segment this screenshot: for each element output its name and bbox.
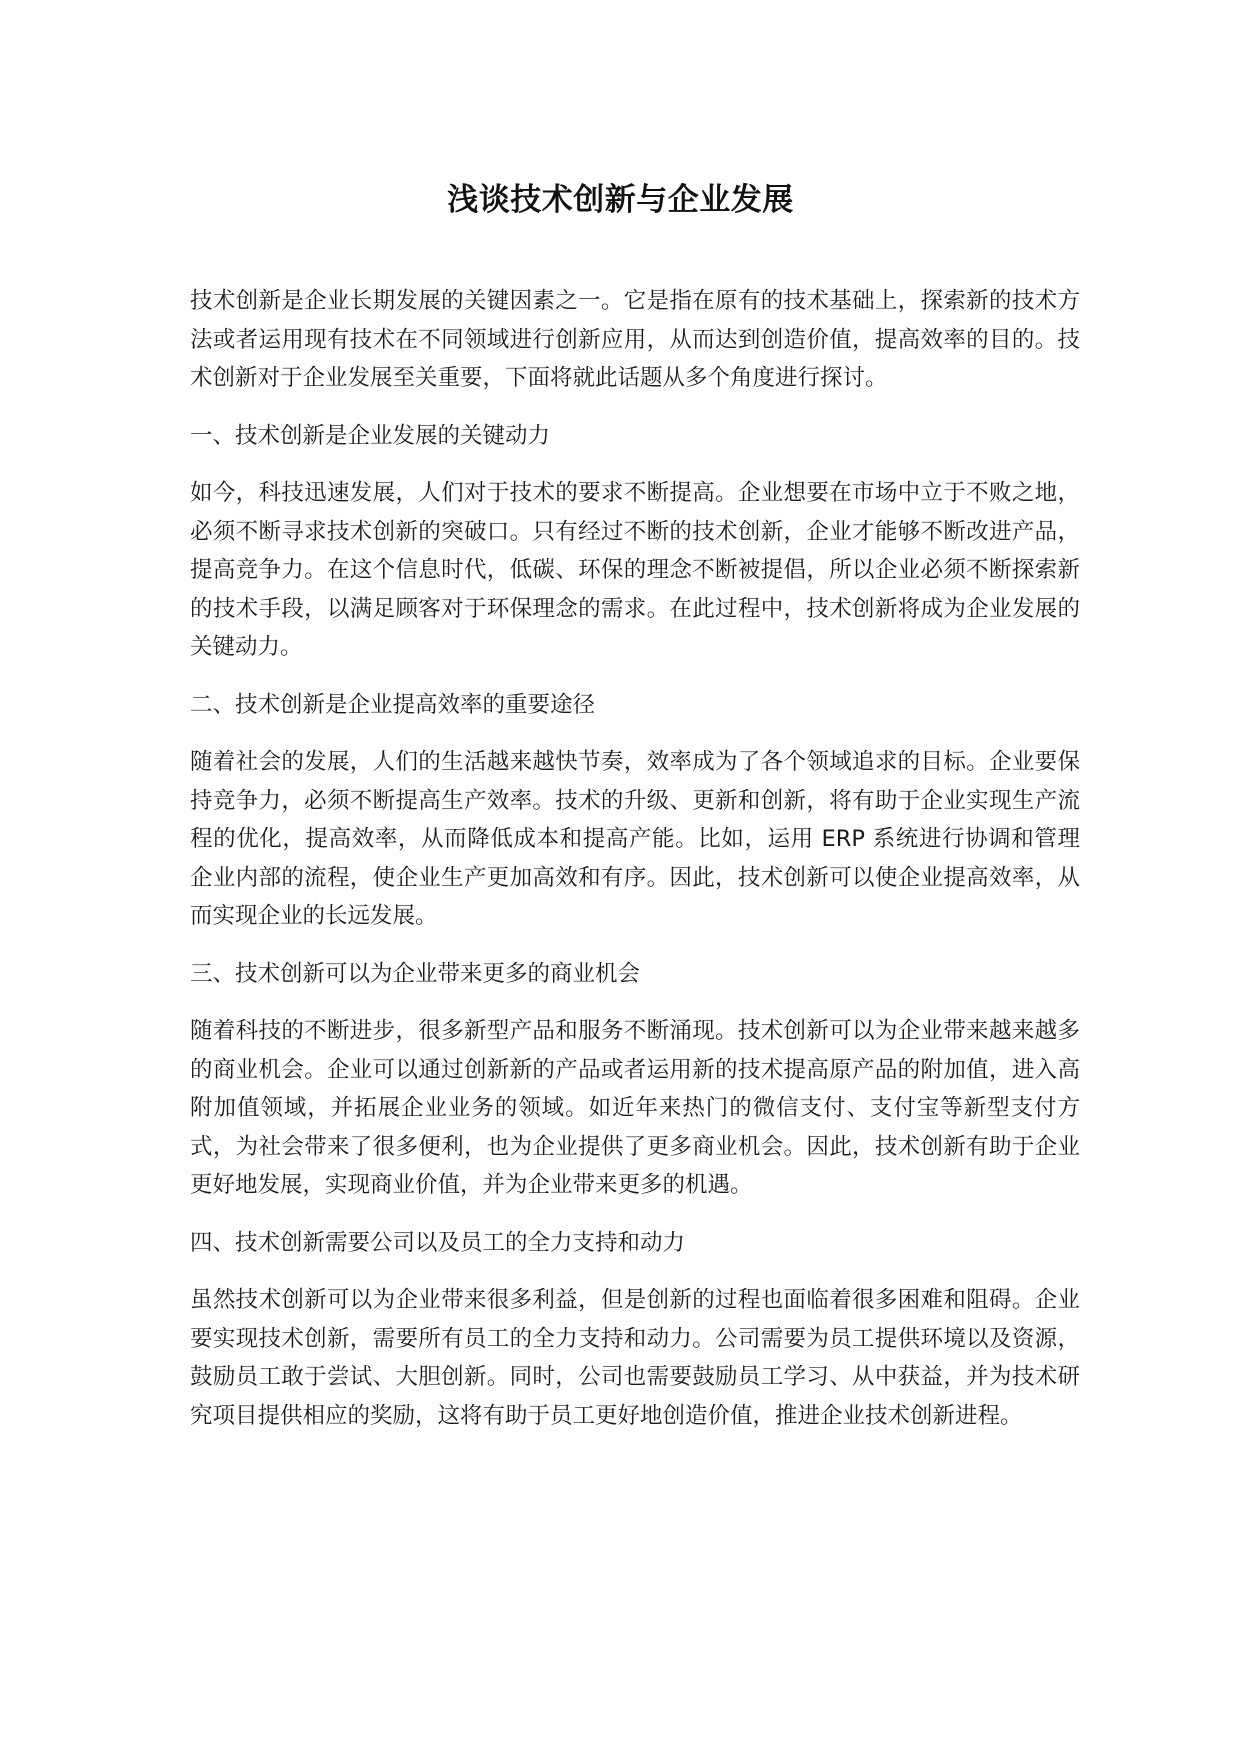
section-heading-3: 三、技术创新可以为企业带来更多的商业机会 <box>190 960 641 987</box>
document-title: 浅谈技术创新与企业发展 <box>447 182 794 218</box>
intro-paragraph: 技术创新是企业长期发展的关键因素之一。它是指在原有的技术基础上，探索新的技术方法或者运用现有技术在不同领域进行创新应用，从而达到创造价值，提高效率的目的。技术创新对于企业发展至关重要，下面将就此话题从多个角度进行探讨。 <box>190 288 1080 391</box>
section-body-2: 随着社会的发展，人们的生活越来越快节奏，效率成为了各个领域追求的目标。企业要保持竞争力，必须不断提高生产效率。技术的升级、更新和创新，将有助于企业实现生产流程的优化，提高效率，从而降低成本和提高产能。比如，运用 ERP 系统进行协调和管理企业内部的流程，使企业生产更加高效和有序。因此，技术创新可以使企业提高效率，从而实现企业的长远发展。 <box>190 749 1080 929</box>
document-body <box>190 282 1080 1454</box>
section-body-1: 如今，科技迅速发展，人们对于技术的要求不断提高。企业想要在市场中立于不败之地，必须不断寻求技术创新的突破口。只有经过不断的技术创新，企业才能够不断改进产品，提高竞争力。在这个信息时代，低碳、环保的理念不断被提倡，所以企业必须不断探索新的技术手段，以满足顾客对于环保理念的需求。在此过程中，技术创新将成为企业发展的关键动力。 <box>190 480 1080 660</box>
section-body-4: 虽然技术创新可以为企业带来很多利益，但是创新的过程也面临着很多困难和阻碍。企业要实现技术创新，需要所有员工的全力支持和动力。公司需要为员工提供环境以及资源，鼓励员工敢于尝试、大胆创新。同时，公司也需要鼓励员工学习、从中获益，并为技术研究项目提供相应的奖励，这将有助于员工更好地创造价值，推进企业技术创新进程。 <box>190 1287 1080 1429</box>
section-heading-1: 一、技术创新是企业发展的关键动力 <box>190 422 551 449</box>
section-heading-4: 四、技术创新需要公司以及员工的全力支持和动力 <box>190 1229 686 1256</box>
section-heading-2: 二、技术创新是企业提高效率的重要途径 <box>190 691 596 718</box>
section-body-3: 随着科技的不断进步，很多新型产品和服务不断涌现。技术创新可以为企业带来越来越多的商业机会。企业可以通过创新新的产品或者运用新的技术提高原产品的附加值，进入高附加值领域，并拓展企业业务的领域。如近年来热门的微信支付、支付宝等新型支付方式，为社会带来了很多便利，也为企业提供了更多商业机会。因此，技术创新有助于企业更好地发展，实现商业价值，并为企业带来更多的机遇。 <box>190 1018 1080 1198</box>
